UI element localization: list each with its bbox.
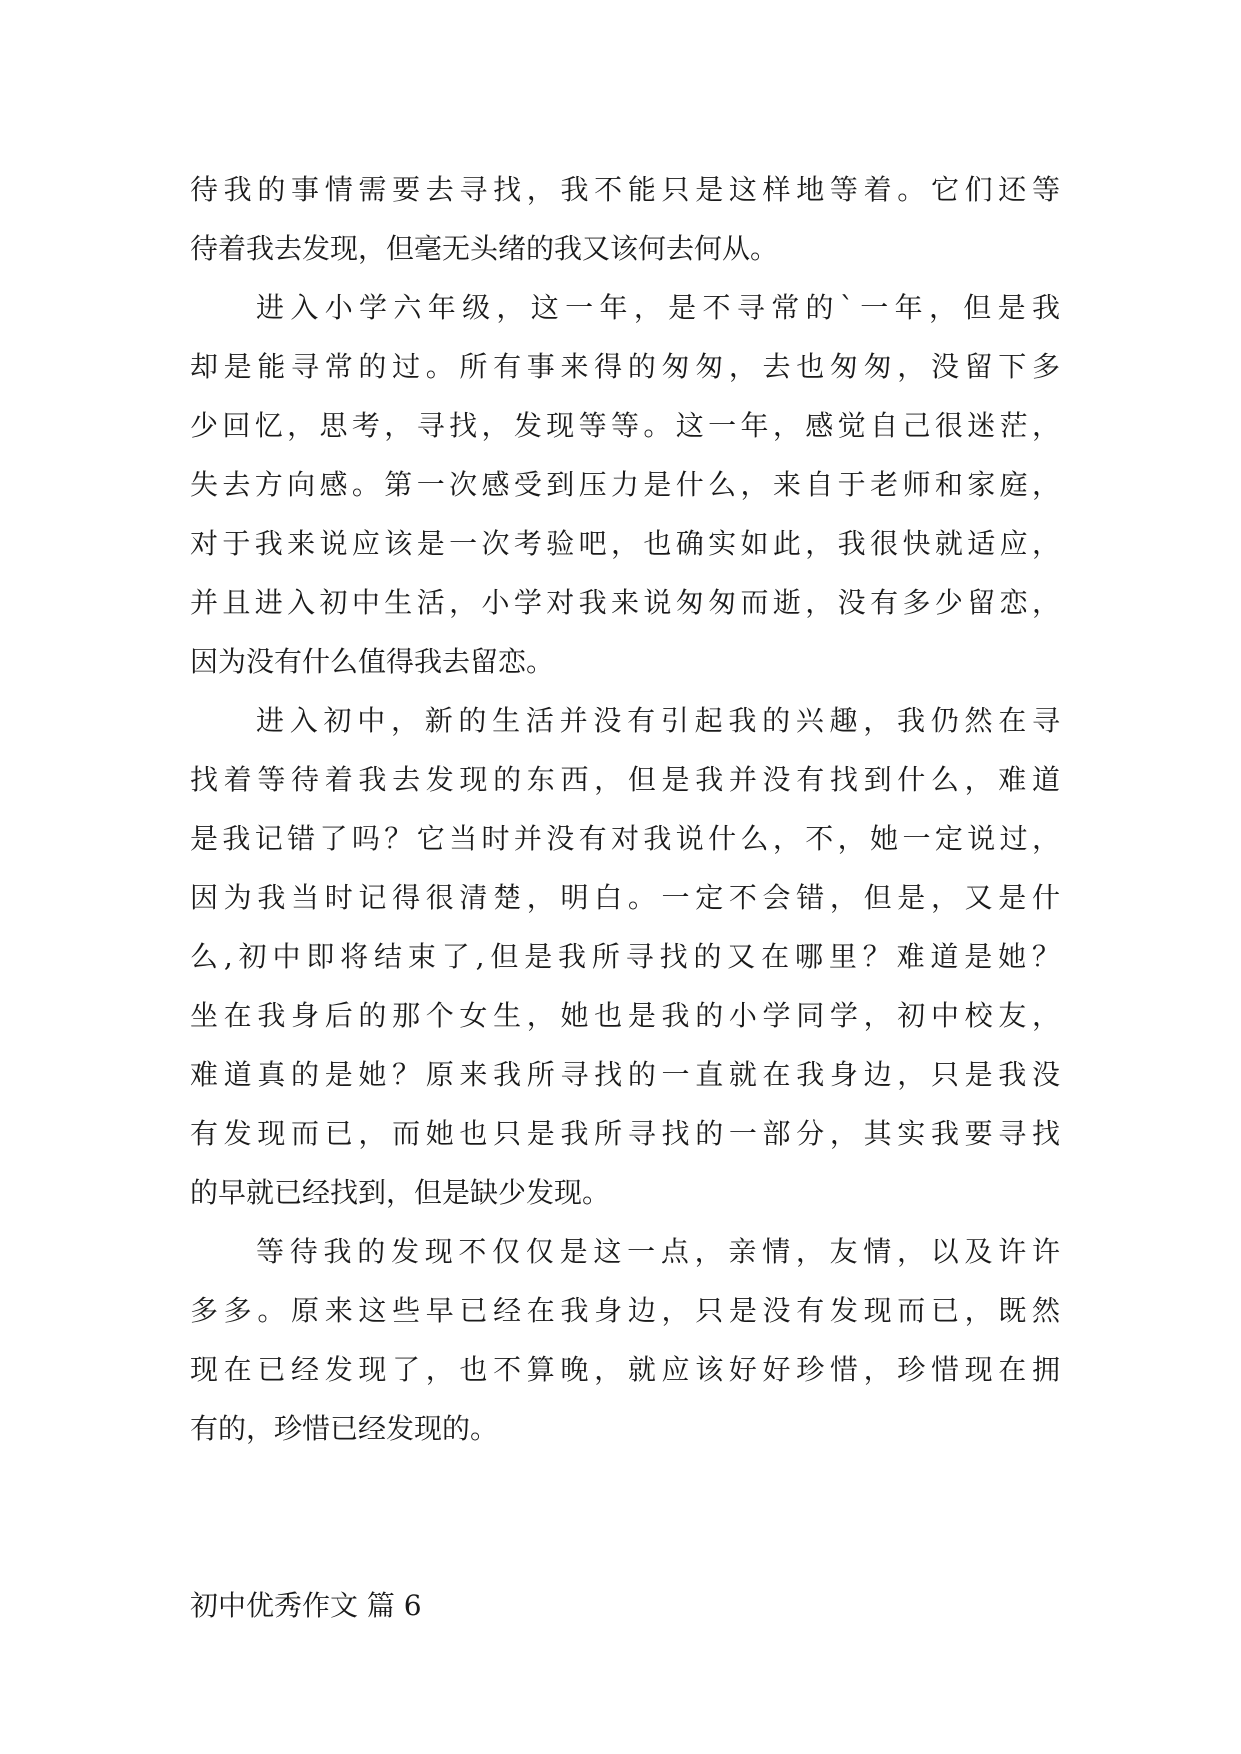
essay-body — [190, 160, 1060, 1635]
paragraph-line: 有发现而已，而她也只是我所寻找的一部分，其实我要寻找 — [190, 1117, 1060, 1150]
paragraph-line: 么,初中即将结束了,但是我所寻找的又在哪里？难道是她？ — [190, 940, 1060, 973]
paragraph-line: 待我的事情需要去寻找，我不能只是这样地等着。它们还等 — [190, 173, 1060, 206]
paragraph-line: 待着我去发现，但毫无头绪的我又该何去何从。 — [190, 232, 779, 265]
paragraph-line: 是我记错了吗？它当时并没有对我说什么，不，她一定说过， — [190, 822, 1060, 855]
paragraph-line: 多多。原来这些早已经在我身边，只是没有发现而已，既然 — [190, 1294, 1060, 1327]
paragraph-line: 对于我来说应该是一次考验吧，也确实如此，我很快就适应， — [190, 527, 1060, 560]
paragraph-line: 进入小学六年级，这一年，是不寻常的`一年，但是我 — [256, 291, 1060, 324]
paragraph-line: 失去方向感。第一次感受到压力是什么，来自于老师和家庭， — [190, 468, 1060, 501]
paragraph-line: 坐在我身后的那个女生，她也是我的小学同学，初中校友， — [190, 999, 1060, 1032]
paragraph-line: 找着等待着我去发现的东西，但是我并没有找到什么，难道 — [190, 763, 1060, 796]
paragraph-line: 的早就已经找到，但是缺少发现。 — [190, 1176, 611, 1209]
section-heading: 初中优秀作文 篇 6 — [190, 1589, 422, 1622]
paragraph-line: 并且进入初中生活，小学对我来说匆匆而逝，没有多少留恋， — [190, 586, 1060, 619]
paragraph-line: 却是能寻常的过。所有事来得的匆匆，去也匆匆，没留下多 — [190, 350, 1060, 383]
paragraph-line: 有的，珍惜已经发现的。 — [190, 1412, 499, 1445]
paragraph-line: 难道真的是她？原来我所寻找的一直就在我身边，只是我没 — [190, 1058, 1060, 1091]
paragraph-line: 因为我当时记得很清楚，明白。一定不会错，但是，又是什 — [190, 881, 1060, 914]
paragraph-line: 因为没有什么值得我去留恋。 — [190, 645, 555, 678]
paragraph-line: 等待我的发现不仅仅是这一点，亲情，友情，以及许许 — [256, 1235, 1060, 1268]
paragraph-line: 少回忆，思考，寻找，发现等等。这一年，感觉自己很迷茫， — [190, 409, 1060, 442]
paragraph-line: 进入初中，新的生活并没有引起我的兴趣，我仍然在寻 — [256, 704, 1060, 737]
paragraph-line: 现在已经发现了，也不算晚，就应该好好珍惜，珍惜现在拥 — [190, 1353, 1060, 1386]
